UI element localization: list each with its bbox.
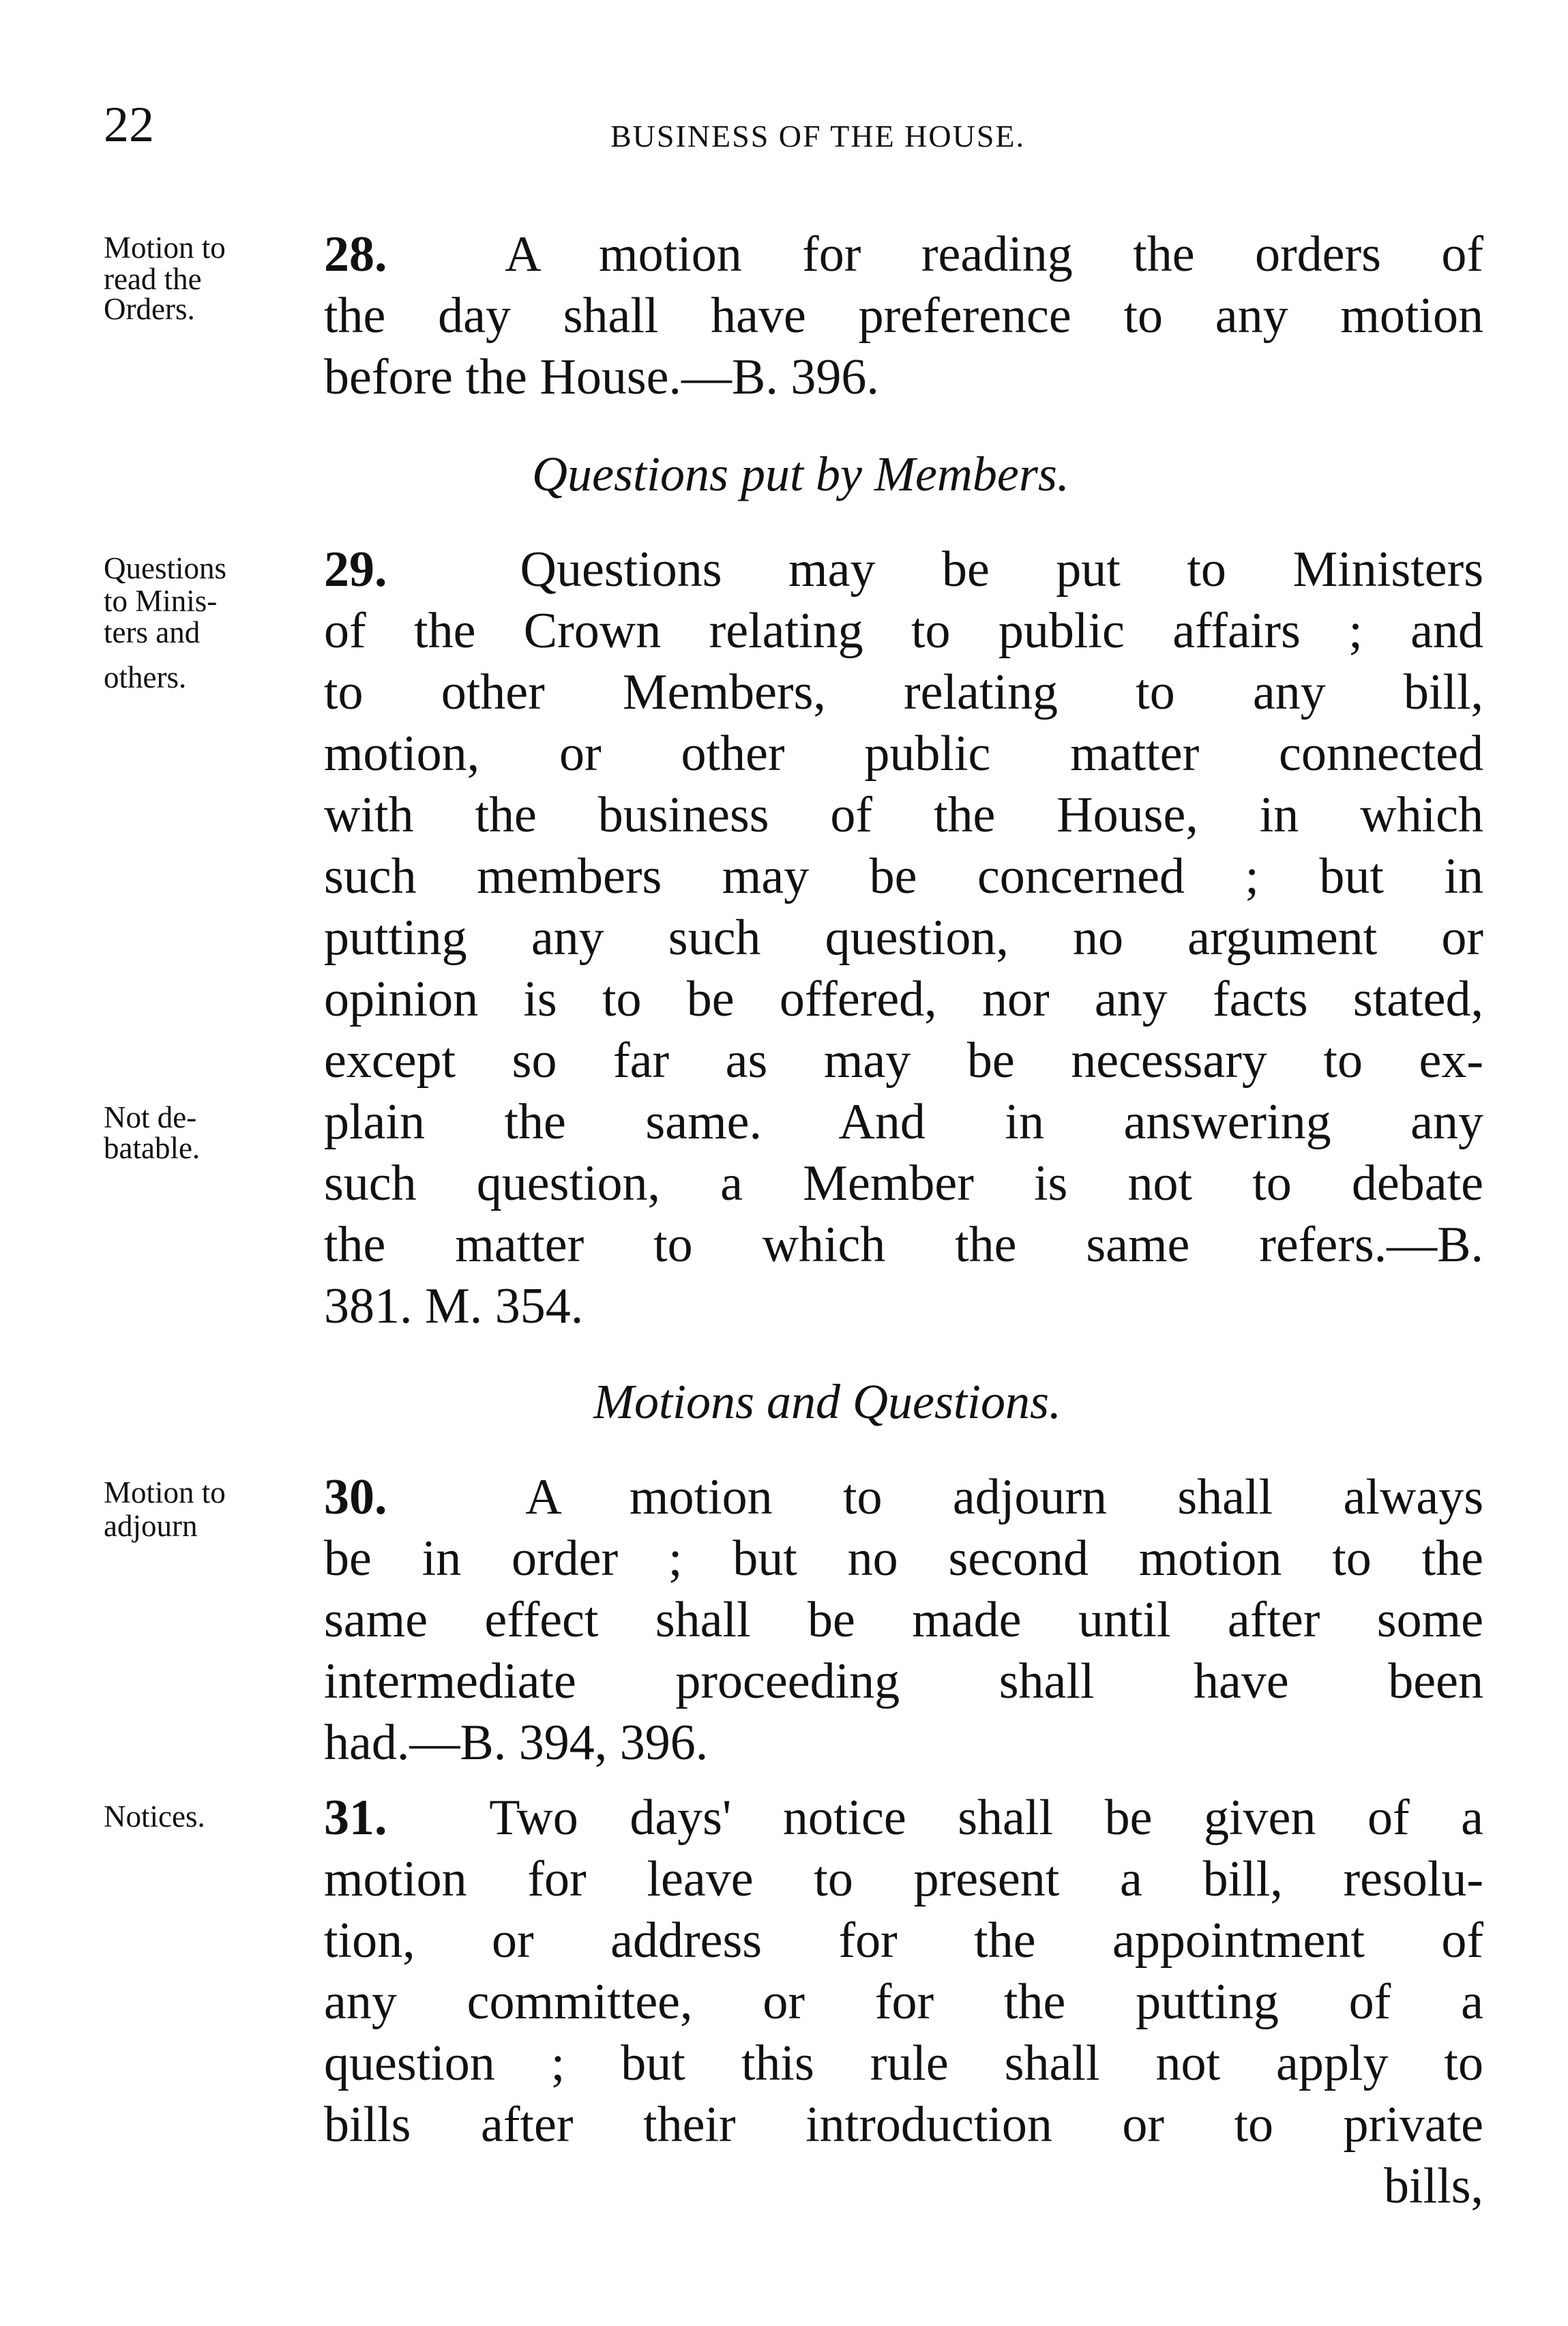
rule-number: 29. — [324, 542, 387, 598]
rule-29-line: such question, a Member is not to debate — [324, 1155, 1483, 1211]
rule-30-line: intermediate proceeding shall have been — [324, 1653, 1483, 1709]
rule-29-line: 381. M. 354. — [324, 1278, 584, 1334]
margin-note: batable. — [104, 1131, 201, 1165]
rule-29-line: such members may be concerned ; but in — [324, 849, 1483, 904]
rule-29-line: motion, or other public matter connected — [324, 726, 1483, 782]
rule-30-line: had.—B. 394, 396. — [324, 1715, 709, 1771]
margin-note: others. — [104, 660, 187, 694]
rule-30-line: 30. A motion to adjourn shall always — [324, 1469, 1483, 1525]
margin-note: Questions — [104, 551, 226, 585]
margin-note: to Minis- — [104, 584, 218, 618]
rule-31-line: any committee, or for the putting of a — [324, 1974, 1483, 2030]
rule-29-line: plain the same. And in answering any — [324, 1094, 1483, 1150]
margin-note: ters and — [104, 615, 201, 649]
page-number: 22 — [104, 97, 154, 153]
margin-note: Motion to — [104, 231, 226, 265]
margin-note: read the — [104, 262, 202, 296]
rule-30-line: be in order ; but no second motion to the — [324, 1531, 1483, 1587]
rule-29-line: with the business of the House, in which — [324, 787, 1483, 843]
margin-note: adjourn — [104, 1509, 198, 1543]
rule-29-line: the matter to which the same refers.—B. — [324, 1217, 1483, 1273]
rule-31-line: question ; but this rule shall not apply to — [324, 2035, 1483, 2091]
rule-29-line: of the Crown relating to public affairs ; and — [324, 603, 1483, 659]
rule-31-line: motion for leave to present a bill, resolu- — [324, 1851, 1483, 1907]
margin-note: Notices. — [104, 1799, 205, 1834]
rule-number: 31. — [324, 1790, 387, 1846]
rule-31-catchword: bills, — [1384, 2158, 1483, 2214]
margin-note: Motion to — [104, 1475, 226, 1510]
rule-29-line: except so far as may be necessary to ex- — [324, 1033, 1483, 1089]
margin-note: Orders. — [104, 292, 195, 326]
rule-31-line: bills after their introduction or to private — [324, 2097, 1483, 2153]
rule-28-line: the day shall have preference to any motion — [324, 288, 1483, 344]
section-heading: Questions put by Members. — [532, 447, 1069, 501]
rule-number: 28. — [324, 226, 387, 282]
rule-29-line: 29. Questions may be put to Ministers — [324, 542, 1484, 598]
running-title: BUSINESS OF THE HOUSE. — [610, 119, 1026, 153]
rule-28-line: 28. A motion for reading the orders of — [324, 226, 1483, 282]
rule-30-line: same effect shall be made until after some — [324, 1592, 1483, 1648]
rule-29-line: to other Members, relating to any bill, — [324, 664, 1483, 720]
rule-31-line: 31. Two days' notice shall be given of a — [324, 1790, 1483, 1846]
rule-31-line: tion, or address for the appointment of — [324, 1913, 1483, 1969]
rule-29-line: opinion is to be offered, nor any facts stated, — [324, 971, 1483, 1027]
section-heading: Motions and Questions. — [593, 1374, 1062, 1429]
rule-28-line: before the House.—B. 396. — [324, 349, 879, 405]
rule-number: 30. — [324, 1469, 387, 1525]
margin-note: Not de- — [104, 1100, 197, 1134]
rule-29-line: putting any such question, no argument or — [324, 910, 1483, 966]
